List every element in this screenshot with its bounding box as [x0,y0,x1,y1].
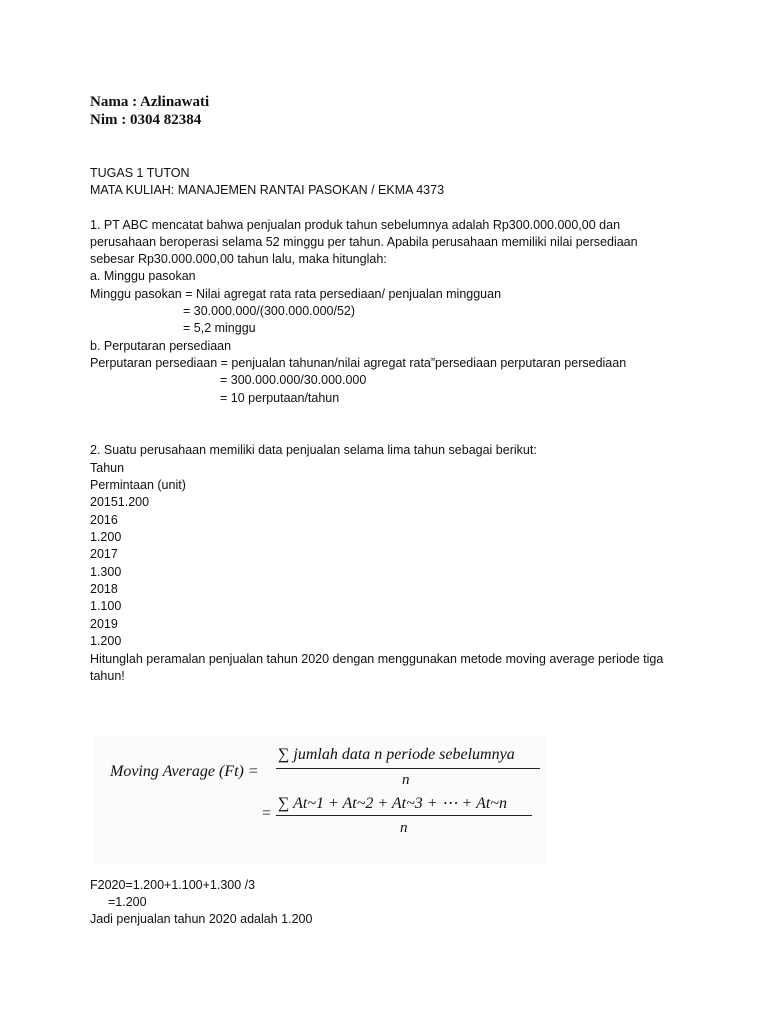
q1-line-2: perusahaan beroperasi selama 52 minggu per tahun. Apabila perusahaan memiliki nilai persediaan [90,235,638,249]
formula-denominator-2: n [400,820,408,836]
q2-data-line: Tahun [90,461,125,475]
formula-eq-2: = [262,805,272,822]
assignment-title: TUGAS 1 TUTON [90,166,190,180]
q2-data-line: 2016 [90,513,118,527]
q1b-formula: Perputaran persediaan = penjualan tahunan/nilai agregat rata”persediaan perputaran persediaan [90,356,627,370]
q2-data-line: 1.300 [90,565,122,579]
formula-numerator-1: ∑ jumlah data n periode sebelumnya [278,746,515,763]
answer-line-2: =1.200 [108,895,147,909]
q2-data-line: Permintaan (unit) [90,478,186,492]
q1a-formula: Minggu pasokan = Nilai agregat rata rata persediaan/ penjualan mingguan [90,287,502,301]
formula-lhs: Moving Average (Ft) = [110,763,259,780]
fraction-bar-2 [276,815,532,816]
q2-data-line: 1.100 [90,599,122,613]
course-title: MATA KULIAH: MANAJEMEN RANTAI PASOKAN / EKMA 4373 [90,183,445,197]
student-nim: Nim : 0304 82384 [90,112,202,128]
q1b-step-1: = 300.000.000/30.000.000 [220,373,367,387]
q2-data-line: 2017 [90,547,118,561]
q1-line-1: 1. PT ABC mencatat bahwa penjualan produk tahun sebelumnya adalah Rp300.000.000,00 dan [90,218,621,232]
q2-data-line: 1.200 [90,530,122,544]
q1b-step-2: = 10 perputaan/tahun [220,391,340,405]
answer-line-1: F2020=1.200+1.100+1.300 /3 [90,878,256,892]
q1b-label: b. Perputaran persediaan [90,339,232,353]
formula-denominator-1: n [402,772,410,788]
q2-intro: 2. Suatu perusahaan memiliki data penjualan selama lima tahun sebagai berikut: [90,443,537,457]
formula-numerator-2: ∑ At~1 + At~2 + At~3 + ⋯ + At~n [278,795,507,812]
moving-average-formula [94,735,546,865]
q2-data-line: 2018 [90,582,118,596]
q1a-step-1: = 30.000.000/(300.000.000/52) [183,304,356,318]
student-name: Nama : Azlinawati [90,94,210,110]
q2-data-line: 2019 [90,617,118,631]
q1a-step-2: = 5,2 minggu [183,321,256,335]
q2-data-line: 1.200 [90,634,122,648]
answer-line-3: Jadi penjualan tahun 2020 adalah 1.200 [90,912,313,926]
q1-line-3: sebesar Rp30.000.000,00 tahun lalu, maka hitunglah: [90,252,387,266]
q1a-label: a. Minggu pasokan [90,269,196,283]
q2-question-line-2: tahun! [90,669,125,683]
fraction-bar-1 [276,768,540,769]
q2-data-line: 20151.200 [90,495,150,509]
q2-question-line-1: Hitunglah peramalan penjualan tahun 2020 dengan menggunakan metode moving average periode tiga [90,652,664,666]
